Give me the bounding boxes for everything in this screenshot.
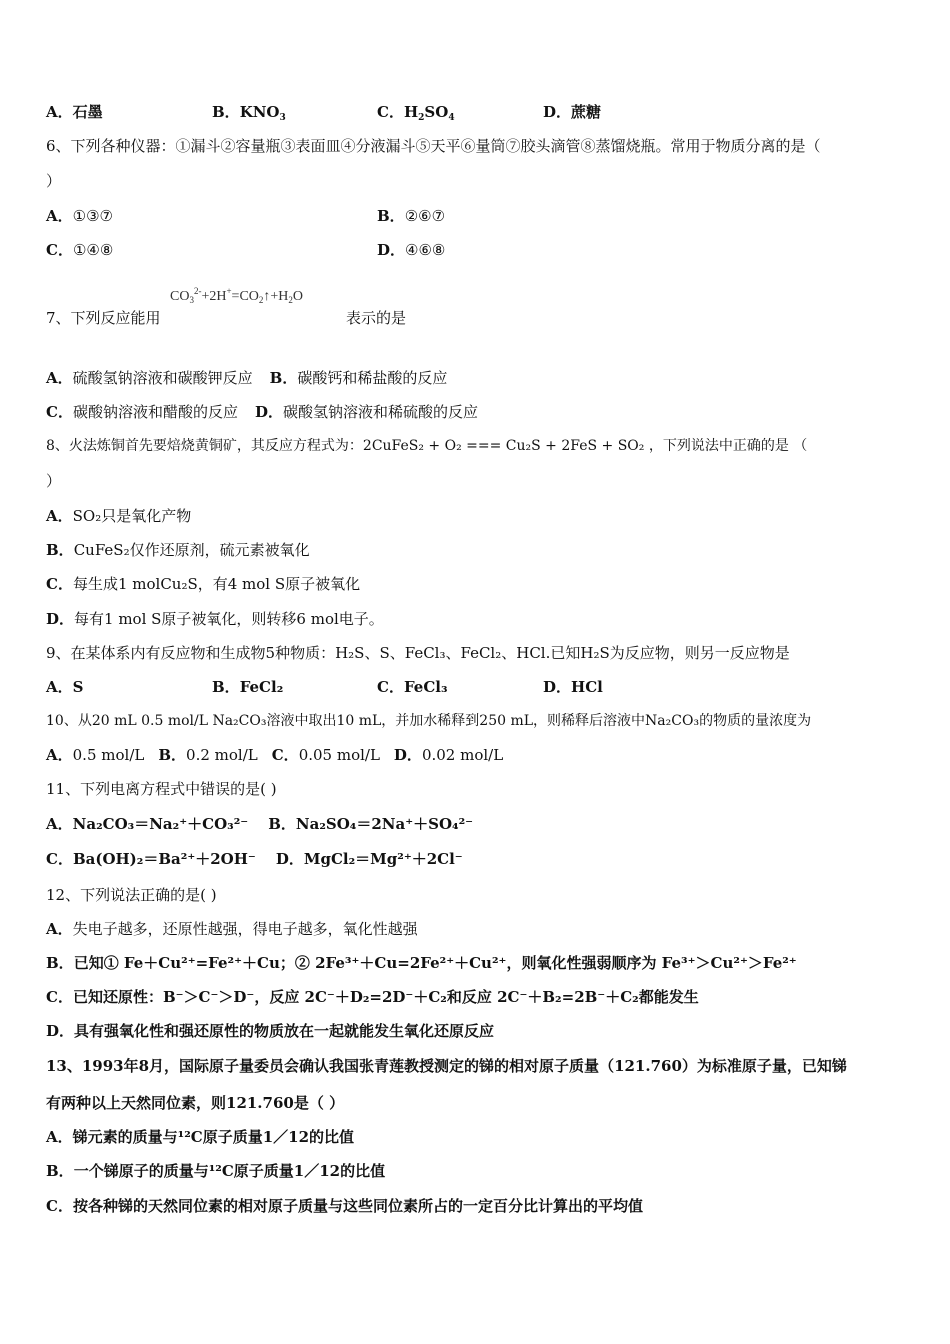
q9-stem: 9、在某体系内有反应物和生成物5种物质：H₂S、S、FeCl₃、FeCl₂、HCl.已知H₂S为反应物，则另一反应物是 bbox=[46, 644, 790, 662]
q12-stem: 12、下列说法正确的是( ) bbox=[46, 886, 217, 904]
q6-stem-end: ） bbox=[46, 172, 62, 190]
q6-option-a: A．①③⑦ bbox=[46, 207, 113, 225]
q8-option-b: B．CuFeS₂仅作还原剂，硫元素被氧化 bbox=[46, 541, 310, 559]
q11-option-b: Na₂SO₄＝2Na⁺＋SO₄²⁻ bbox=[295, 815, 474, 833]
q13-option-a: A．锑元素的质量与¹²C原子质量1／12的比值 bbox=[46, 1128, 355, 1146]
q10-stem: 10、从20 mL 0.5 mol/L Na₂CO₃溶液中取出10 mL，并加水稀释到250 mL，则稀释后溶液中Na₂CO₃的物质的量浓度为 bbox=[46, 713, 812, 729]
q5-option-d: D．蔗糖 bbox=[543, 103, 602, 121]
q7-option-a: 硫酸氢钠溶液和碳酸钾反应 bbox=[72, 369, 253, 387]
q8-stem-end: ） bbox=[46, 472, 62, 490]
q7-stem-pre: 7、下列反应能用 bbox=[46, 309, 161, 327]
q11-option-d: MgCl₂＝Mg²⁺＋2Cl⁻ bbox=[303, 850, 463, 868]
q8-option-a: A．SO₂只是氧化产物 bbox=[46, 507, 192, 525]
q13-option-c: C．按各种锑的天然同位素的相对原子质量与这些同位素所占的一定百分比计算出的平均值 bbox=[46, 1197, 643, 1215]
q5-option-a: A．石墨 bbox=[46, 103, 103, 121]
q5-option-b: B．$KNO_3$ bbox=[212, 103, 286, 123]
q8-option-d: D．每有1 mol S原子被氧化，则转移6 mol电子。 bbox=[46, 610, 384, 628]
q10-options: A．0.5 mol/L B．0.2 mol/L C．0.05 mol/L D．0.02 mol/L bbox=[46, 746, 504, 764]
q7-option-c: 碳酸钠溶液和醋酸的反应 bbox=[72, 403, 238, 421]
q9-option-c: C．FeCl₃ bbox=[377, 678, 448, 696]
q10-option-a: 0.5 mol/L bbox=[72, 746, 145, 764]
q10-option-b: 0.2 mol/L bbox=[186, 746, 258, 764]
q7-options-cd: C．碳酸钠溶液和醋酸的反应 D．碳酸氢钠溶液和稀硫酸的反应 bbox=[46, 403, 478, 421]
q7-options-ab: A．硫酸氢钠溶液和碳酸钾反应 B．碳酸钙和稀盐酸的反应 bbox=[46, 369, 448, 387]
q11-options-cd: C．Ba(OH)₂＝Ba²⁺＋2OH⁻ D．MgCl₂＝Mg²⁺＋2Cl⁻ bbox=[46, 850, 463, 868]
q7-option-d: 碳酸氢钠溶液和稀硫酸的反应 bbox=[282, 403, 478, 421]
q9-option-d: D．HCl bbox=[543, 678, 603, 696]
q9-option-a: A．S bbox=[46, 678, 84, 696]
q11-stem: 11、下列电离方程式中错误的是( ) bbox=[46, 780, 277, 798]
q12-option-b: B．已知① Fe＋Cu²⁺=Fe²⁺＋Cu；② 2Fe³⁺＋Cu=2Fe²⁺＋Cu²⁺，则氧化性强弱顺序为 Fe³⁺＞Cu²⁺＞Fe²⁺ bbox=[46, 954, 797, 972]
q10-option-c: 0.05 mol/L bbox=[298, 746, 380, 764]
q8-option-c: C．每生成1 molCu₂S，有4 mol S原子被氧化 bbox=[46, 575, 361, 593]
q6-option-c: C．①④⑧ bbox=[46, 241, 114, 259]
q12-option-c: C．已知还原性：B⁻＞C⁻＞D⁻，反应 2C⁻＋D₂=2D⁻＋C₂和反应 2C⁻＋B₂=2B⁻＋C₂都能发生 bbox=[46, 988, 699, 1006]
q13-stem-line1: 13、1993年8月，国际原子量委员会确认我国张青莲教授测定的锑的相对原子质量（121.760）为标准原子量，已知锑 bbox=[46, 1057, 847, 1075]
q9-option-b: B．FeCl₂ bbox=[212, 678, 284, 696]
q11-option-c: Ba(OH)₂＝Ba²⁺＋2OH⁻ bbox=[72, 850, 256, 868]
q5-option-c: C．$H_2SO_4$ bbox=[377, 103, 455, 123]
q13-stem-line2: 有两种以上天然同位素，则121.760是（ ） bbox=[46, 1094, 345, 1112]
q6-option-b: B．②⑥⑦ bbox=[377, 207, 446, 225]
q10-option-d: 0.02 mol/L bbox=[421, 746, 504, 764]
q7-ionic-equation: $CO_3^{2-}+2H^+=CO_2↑+H_2O$ bbox=[170, 286, 304, 305]
q11-options-ab: A．Na₂CO₃＝Na₂⁺＋CO₃²⁻ B．Na₂SO₄＝2Na⁺＋SO₄²⁻ bbox=[46, 815, 474, 833]
q13-option-b: B．一个锑原子的质量与¹²C原子质量1／12的比值 bbox=[46, 1162, 386, 1180]
q11-option-a: Na₂CO₃＝Na₂⁺＋CO₃²⁻ bbox=[72, 815, 249, 833]
q8-stem: 8、火法炼铜首先要焙烧黄铜矿，其反应方程式为：2CuFeS₂ + O₂ === Cu₂S + 2FeS + SO₂ ，下列说法中正确的是 （ bbox=[46, 438, 808, 454]
q7-stem-post: 表示的是 bbox=[346, 309, 407, 327]
q7-option-b: 碳酸钙和稀盐酸的反应 bbox=[297, 369, 448, 387]
q6-stem: 6、下列各种仪器：①漏斗②容量瓶③表面皿④分液漏斗⑤天平⑥量筒⑦胶头滴管⑧蒸馏烧瓶。常用于物质分离的是（ bbox=[46, 137, 821, 155]
q6-option-d: D．④⑥⑧ bbox=[377, 241, 446, 259]
q12-option-a: A．失电子越多，还原性越强，得电子越多，氧化性越强 bbox=[46, 920, 418, 938]
q12-option-d: D．具有强氧化性和强还原性的物质放在一起就能发生氧化还原反应 bbox=[46, 1022, 495, 1040]
